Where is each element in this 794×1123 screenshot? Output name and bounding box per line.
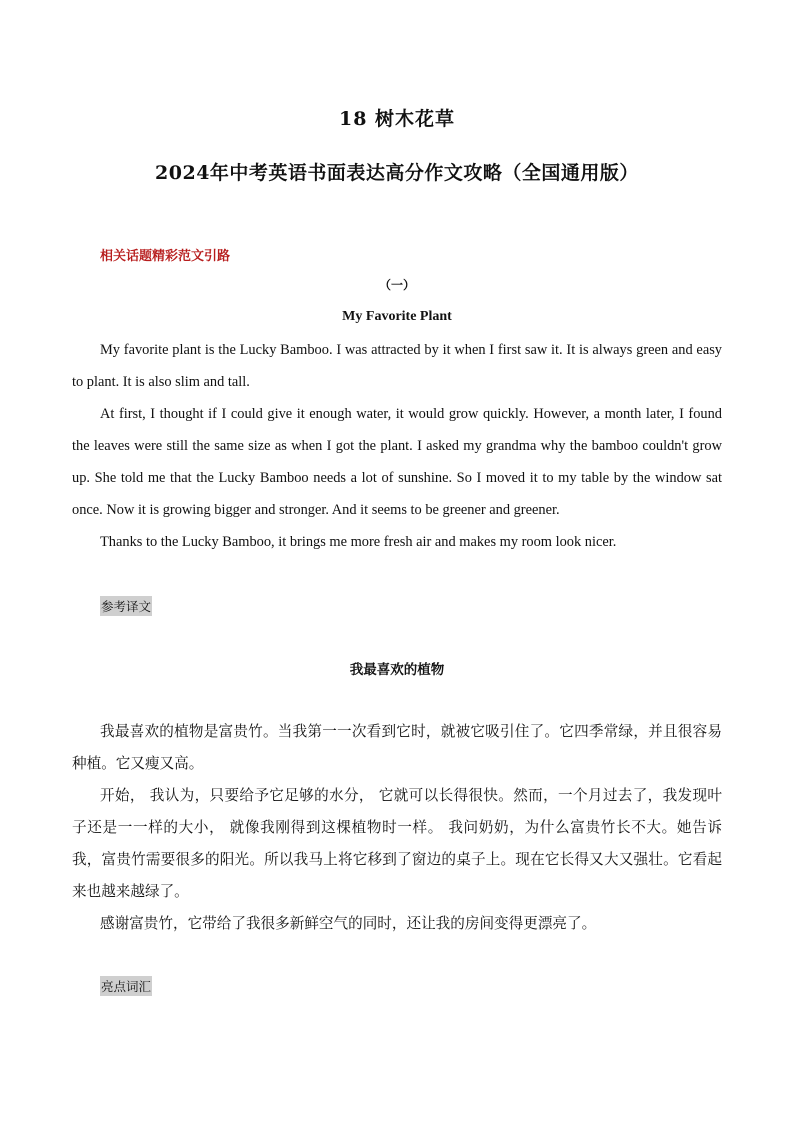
translation-paragraph: 开始， 我认为，只要给予它足够的水分， 它就可以长得很快。然而，一个月过去了，我发现叶子还是一一样的大小， 就像我刚得到这棵植物时一样。 我问奶奶，为什么富贵竹长不大。她告诉我，富贵竹需要很多的阳光。所以我马上将它移到了窗边的桌子上。现在它长得又大又强壮。它看起来也越来越绿了。 <box>72 787 722 900</box>
essay-paragraph: Thanks to the Lucky Bamboo, it brings me more fresh air and makes my room look nicer. <box>100 534 617 550</box>
english-essay <box>72 334 722 558</box>
essay-paragraph: At first, I thought if I could give it enough water, it would grow quickly. However, a month later, I found the leaves were still the same size as when I got the plant. I asked my grandma why the bamboo couldn't grow up. She told me that the Lucky Bamboo needs a lot of sunshine. So I moved it to my table by the window sat once. Now it is growing bigger and stronger. And it seems to be greener and greener. <box>72 406 722 518</box>
document-title: 18 树木花草 <box>338 108 456 130</box>
essay-paragraph: My favorite plant is the Lucky Bamboo. I was attracted by it when I first saw it. It is always green and easy to plant. It is also slim and tall. <box>72 342 722 390</box>
chinese-translation <box>72 716 722 940</box>
translation-paragraph: 我最喜欢的植物是富贵竹。当我第一一次看到它时，就被它吸引住了。它四季常绿，并且很容易种植。它又瘦又高。 <box>72 723 722 772</box>
essay-title: My Favorite Plant <box>342 309 452 324</box>
translation-title: 我最喜欢的植物 <box>349 662 445 678</box>
translation-paragraph: 感谢富贵竹，它带给了我很多新鲜空气的同时，还让我的房间变得更漂亮了。 <box>100 915 597 932</box>
document-subtitle: 2024年中考英语书面表达高分作文攻略（全国通用版） <box>155 162 639 184</box>
section-heading: 相关话题精彩范文引路 <box>100 249 231 264</box>
translation-label: 参考译文 <box>100 596 152 616</box>
essay-number: （一） <box>378 278 415 292</box>
vocab-label: 亮点词汇 <box>100 976 152 996</box>
